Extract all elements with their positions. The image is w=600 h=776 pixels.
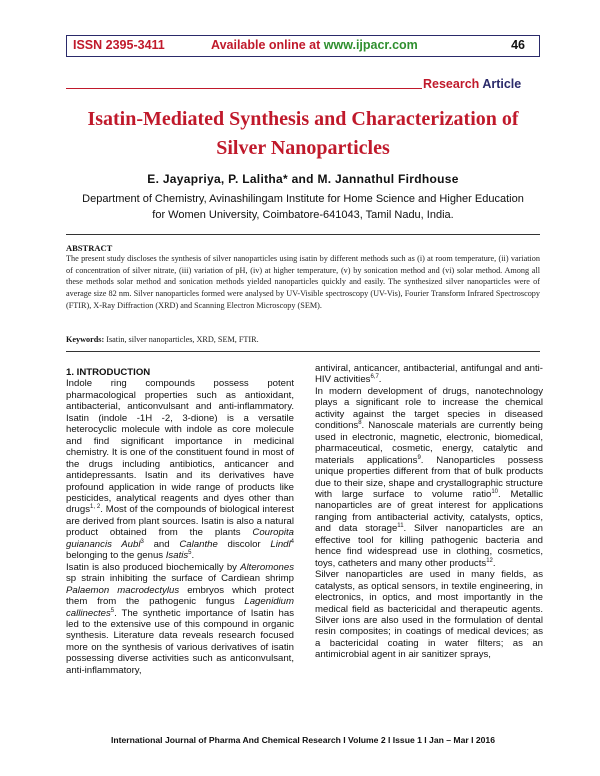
abstract-heading: ABSTRACT [66,243,113,253]
affiliation-line-2: for Women University, Coimbatore-641043, Tamil Nadu, India. [152,209,454,221]
journal-header-bar [66,35,540,57]
keywords: Keywords: Isatin, silver nanoparticles, XRD, SEM, FTIR. [66,335,259,344]
journal-footer: International Journal of Pharma And Chemical Research I Volume 2 I Issue 1 I Jan – Mar I 2016 [111,735,495,745]
page-number: 46 [511,38,525,52]
paragraph: In modern development of drugs, nanotechnology plays a significant role to increase the chemical activity against the target species in diseased conditions$^8$. Nanoscale materials are currently being used in electronic, magnetic, electronic, biomedical, pharmaceutical, cosmetic, energy, catalytic and materials applications$^9$. Nanoparticles possess unique properties different from that of bulk products due to their size, shape and crystallographic structure with large surface to volume ratio$^{10}$. Metallic nanoparticles are of great interest for applications ranging from antibacterial activity, catalysts, optics, and data storage$^{11}$. Silver nanoparticles are an effective tool for killing pathogenic bacteria and hence find widespread use in clothing, cosmetics, toys, catheters and many other products$^{12}$. [315,385,544,569]
paper-title-line-2: Silver Nanoparticles [216,137,390,159]
divider [66,234,540,235]
paragraph: Silver nanoparticles are used in many fields, as catalysts, as optical sensors, in textile engineering, in electronics, in optics, and most importantly in the medical field as bactericidal and therapeutic agents. Silver ions are also used in the formulation of dental resin composites; in coatings of medical devices; as a bactericidal coating in water filters; as an antimicrobial agent in air sanitizer sprays, [315,569,543,661]
paragraph: antiviral, anticancer, antibacterial, antifungal and anti-HIV activities$^{6,7}$. [315,363,543,386]
left-column [66,367,294,676]
affiliation-line-1: Department of Chemistry, Avinashilingam Institute for Home Science and Higher Education [82,193,524,205]
authors: E. Jayapriya, P. Lalitha* and M. Jannathul Firdhouse [147,172,459,186]
paragraph: Indole ring compounds possess potent pharmacological properties such as antioxidant, antibacterial, anticonvulsant and anti-inflammatory. Isatin (indole -1H -2, 3-dione) is a versatile heterocyclic molecule with indole as core molecule and find significant importance in medicinal chemistry. It is one of the constituent found in most of the drugs including antibiotics, anticancer and antidepressants. Isatin and its derivatives have profound application in wide range of products like pesticides, analytical reagents and dyes other than drugs$^{1, 2}$. Most of the compounds of biological interest are derived from plant sources. Isatin is also a natural product obtained from the plants Couropita guianancis Aubl$^3$ and Calanthe discolor Lindl$^4$ belonging to the genus Isatis$^5$. [66,378,295,562]
article-type-rule [66,88,422,89]
availability-note: Available online at www.ijpacr.com [211,38,418,52]
issn: ISSN 2395-3411 [73,38,165,52]
paragraph: Isatin is also produced biochemically by Alteromones sp strain inhibiting the surface of Cardiean shrimp Palaemon macrodectylus embryos which protect them from the pathogenic fungus Lagenidium callinectes$^5$. The synthetic importance of Isatin has led to the extensive use of this compound in organic synthesis. Literature data reveals research focused more on the synthesis of various derivatives of isatin possessing diverse activities such as anticonvulsant, anti-inflammatory, [66,561,294,676]
section-heading: 1. INTRODUCTION [66,367,151,378]
journal-url[interactable]: www.ijpacr.com [323,38,418,52]
right-column [315,363,543,661]
abstract-text: The present study discloses the synthesis of silver nanoparticles using isatin by different methods such as (i) at room temperature, (ii) variation of concentration of silver nitrate, (iii) variation of pH, (iv) at higher temperature, (v) by sonication method and (vi) solar method. Among all these methods solar method and sonication methods yielded nanoparticles quickly and easily. The synthesized silver nanoparticles were of average size 82 nm. Silver nanoparticles formed were analysed by UV-Visible spectroscopy (UV-Vis), Fourier Transform Infrared Spectroscopy (FTIR), X-Ray Diffraction (XRD) and Scanning Electron Microscopy (SEM). [66,254,540,310]
paper-title-line-1: Isatin-Mediated Synthesis and Characterization of [87,108,519,130]
divider [66,351,540,352]
article-type: Research Article [423,77,522,91]
